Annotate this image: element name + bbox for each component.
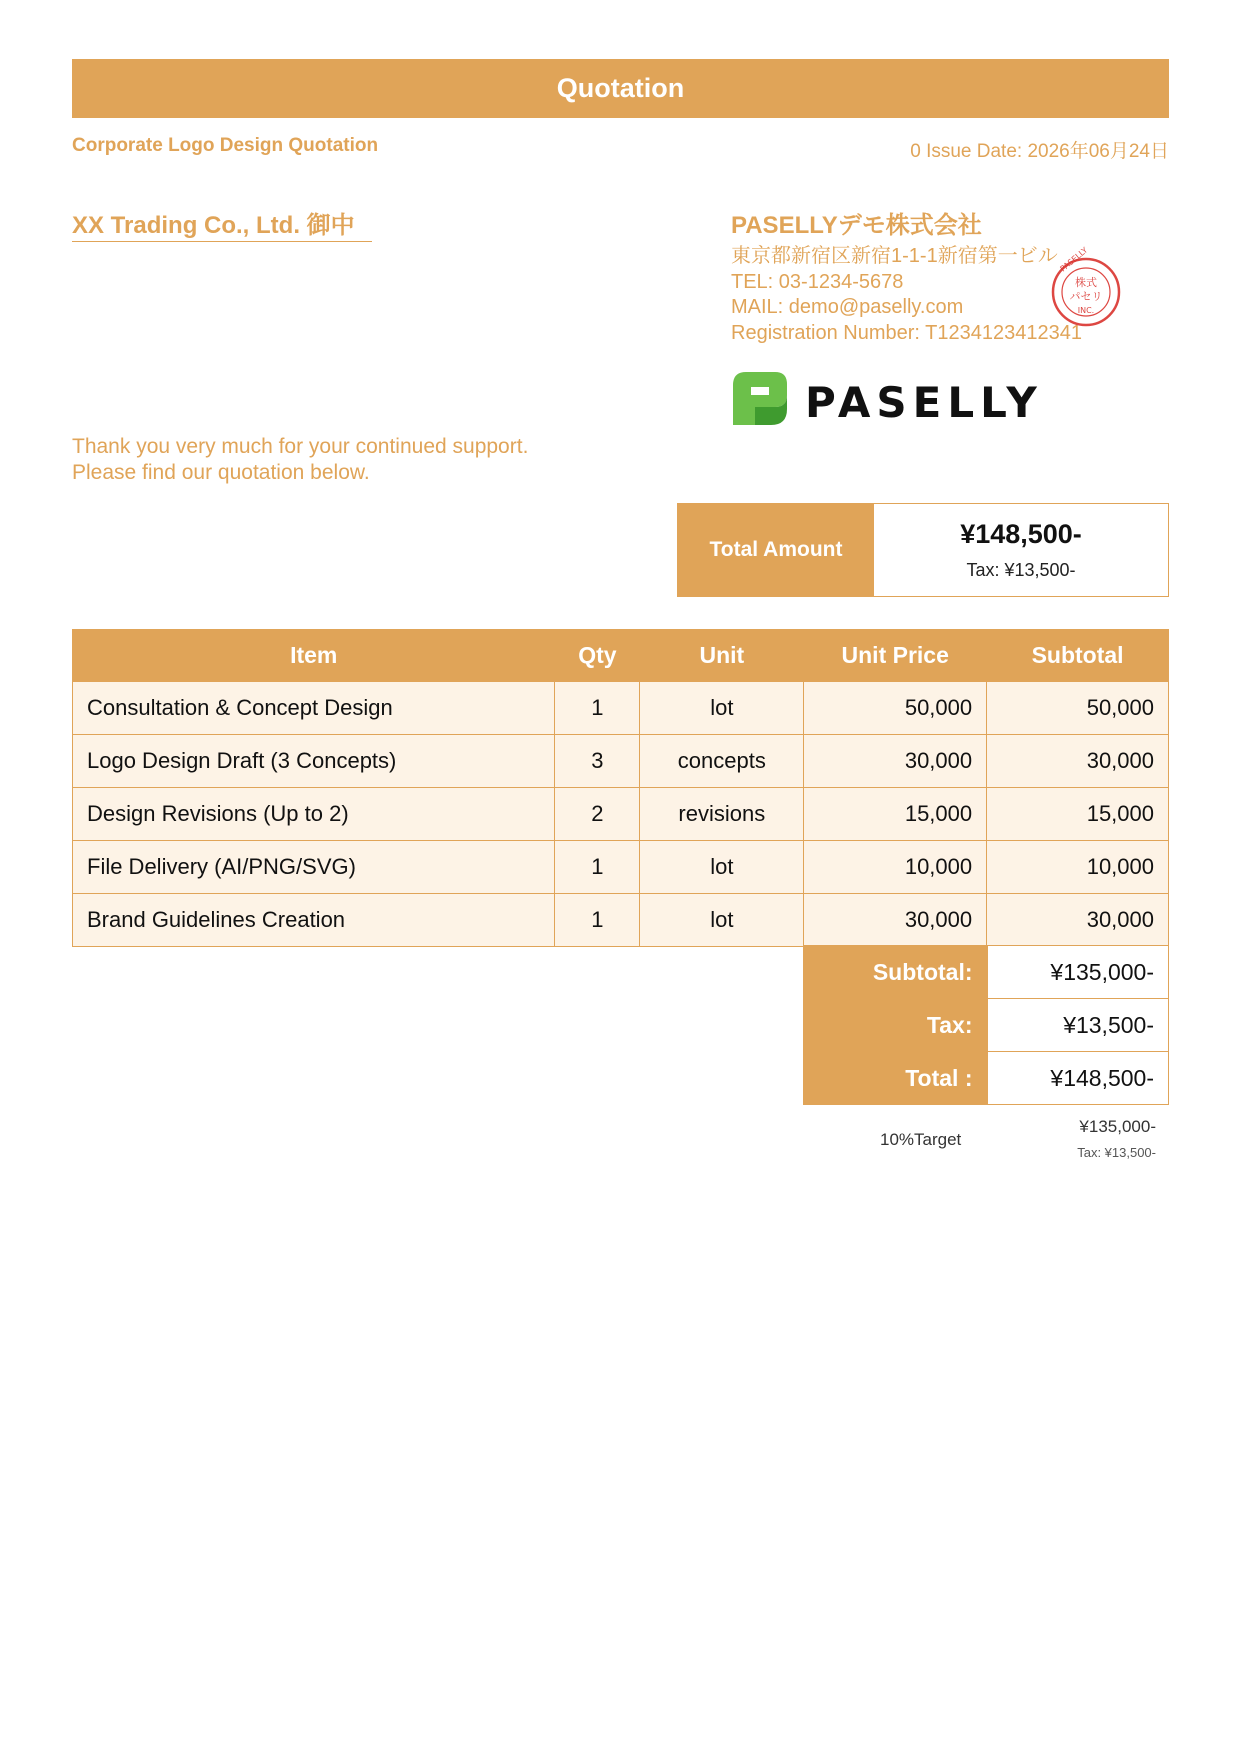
greeting-line-1: Thank you very much for your continued support. [72, 435, 529, 458]
cell-item: Design Revisions (Up to 2) [73, 788, 555, 841]
total-amount-label: Total Amount [678, 504, 874, 596]
table-row [73, 788, 1169, 841]
cell-qty: 1 [555, 682, 640, 735]
cell-unit: lot [640, 894, 804, 947]
header-subtotal: Subtotal [987, 630, 1169, 682]
cell-unit: lot [640, 841, 804, 894]
cell-subtotal: 30,000 [987, 894, 1169, 947]
cell-unit-price: 30,000 [804, 894, 987, 947]
cell-unit: revisions [640, 788, 804, 841]
cell-unit-price: 15,000 [804, 788, 987, 841]
cell-qty: 2 [555, 788, 640, 841]
svg-text:PASELLY: PASELLY [1058, 245, 1090, 274]
cell-subtotal: 50,000 [987, 682, 1169, 735]
table-row [73, 894, 1169, 947]
tax-breakdown-amount: ¥135,000- [1079, 1117, 1156, 1136]
table-row [73, 841, 1169, 894]
cell-qty: 1 [555, 894, 640, 947]
issue-date: 0 Issue Date: 2026年06月24日 [910, 141, 1169, 162]
summary-subtotal-label: Subtotal: [803, 946, 987, 999]
company-seal-stamp [1050, 242, 1122, 342]
summary-tax-row [803, 999, 1169, 1052]
total-amount-value [874, 504, 1168, 596]
header-qty: Qty [555, 630, 640, 682]
table-row [73, 735, 1169, 788]
cell-unit: concepts [640, 735, 804, 788]
tax-breakdown-tax: Tax: ¥13,500- [1077, 1145, 1156, 1160]
paselly-logo [731, 369, 1061, 429]
svg-text:株式: 株式 [1075, 276, 1097, 289]
items-table [72, 629, 1169, 947]
company-tel: TEL: 03-1234-5678 [731, 270, 904, 293]
cell-unit: lot [640, 682, 804, 735]
greeting-text [72, 434, 528, 486]
total-amount: ¥148,500- [960, 519, 1082, 549]
summary-total-label: Total : [803, 1052, 987, 1105]
document-title: Quotation [72, 59, 1169, 118]
summary-tax-value: ¥13,500- [987, 999, 1169, 1052]
cell-subtotal: 15,000 [987, 788, 1169, 841]
cell-unit-price: 30,000 [804, 735, 987, 788]
header-unit-price: Unit Price [804, 630, 987, 682]
summary-total-value: ¥148,500- [987, 1052, 1169, 1105]
company-name: PASELLYデモ株式会社 [731, 212, 982, 239]
cell-qty: 3 [555, 735, 640, 788]
quotation-subject: Corporate Logo Design Quotation [72, 135, 379, 156]
svg-text:INC.: INC. [1077, 306, 1095, 315]
total-tax: Tax: ¥13,500- [966, 560, 1076, 580]
summary-tax-label: Tax: [803, 999, 987, 1052]
cell-unit-price: 10,000 [804, 841, 987, 894]
cell-item: Consultation & Concept Design [73, 682, 555, 735]
table-row [73, 682, 1169, 735]
header-unit: Unit [640, 630, 804, 682]
company-registration: Registration Number: T1234123412341 [731, 321, 1082, 344]
cell-item: Logo Design Draft (3 Concepts) [73, 735, 555, 788]
summary-table [803, 945, 1169, 1105]
company-mail: MAIL: demo@paselly.com [731, 296, 964, 318]
cell-item: File Delivery (AI/PNG/SVG) [73, 841, 555, 894]
cell-unit-price: 50,000 [804, 682, 987, 735]
header-item: Item [73, 630, 555, 682]
summary-total-row [803, 1052, 1169, 1105]
client-name: XX Trading Co., Ltd. 御中 [72, 212, 372, 242]
svg-text:PASELLY: PASELLY [805, 378, 1043, 427]
tax-breakdown-label: 10%Target [880, 1130, 962, 1149]
summary-subtotal-row [803, 946, 1169, 999]
cell-item: Brand Guidelines Creation [73, 894, 555, 947]
cell-subtotal: 30,000 [987, 735, 1169, 788]
summary-subtotal-value: ¥135,000- [987, 946, 1169, 999]
greeting-line-2: Please find our quotation below. [72, 461, 370, 484]
total-amount-box [677, 503, 1169, 597]
table-header-row [73, 630, 1169, 682]
svg-text:パセリ: パセリ [1069, 290, 1103, 303]
cell-qty: 1 [555, 841, 640, 894]
company-address: 東京都新宿区新宿1-1-1新宿第一ビル [731, 245, 1058, 267]
cell-subtotal: 10,000 [987, 841, 1169, 894]
